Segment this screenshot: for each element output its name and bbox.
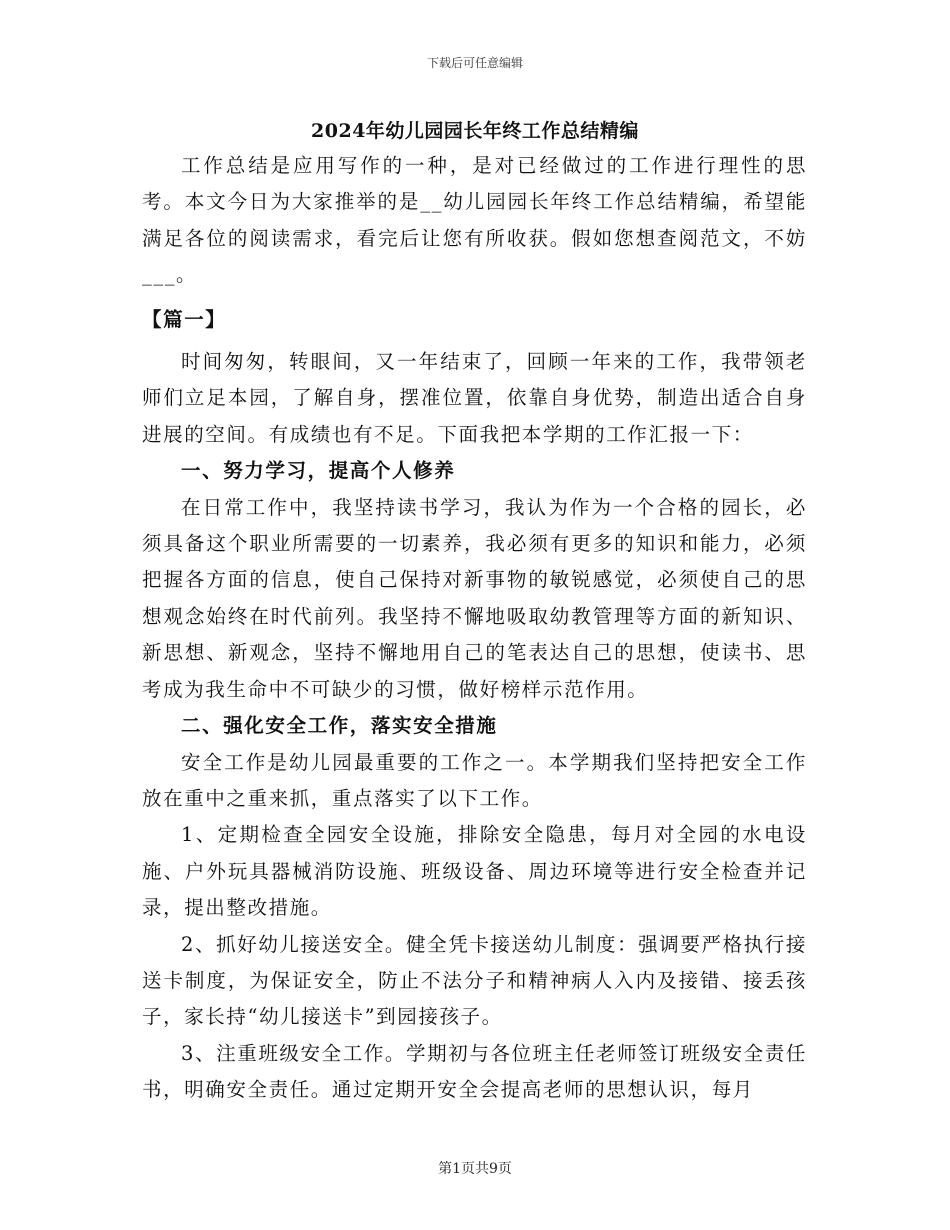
heading-1: 一、努力学习，提高个人修养 [181,459,456,483]
document-body [142,148,807,1109]
paragraph-3: 安全工作是幼儿园最重要的工作之一。本学期我们坚持把安全工作放在重中之重来抓，重点落实了以下工作。 [142,750,807,810]
heading-2: 二、强化安全工作，落实安全措施 [181,714,498,738]
paragraph-2: 在日常工作中，我坚持读书学习，我认为作为一个合格的园长，必须具备这个职业所需要的一切素养，我必须有更多的知识和能力，必须把握各方面的信息，使自己保持对新事物的敏锐感觉，必须使自己的思想观念始终在时代前列。我坚持不懈地吸取幼教管理等方面的新知识、新思想、新观念，坚持不懈地用自己的笔表达自己的思想，使读书、思考成为我生命中不可缺少的习惯，做好榜样示范作用。 [142,495,807,701]
page-header-note: 下载后可任意编辑 [426,56,523,70]
page-number: 第1页共9页 [438,1161,512,1177]
paragraph-5: 2、抓好幼儿接送安全。健全凭卡接送幼儿制度：强调要严格执行接送卡制度，为保证安全，防止不法分子和精神病人入内及接错、接丢孩子，家长持“幼儿接送卡”到园接孩子。 [142,932,807,1029]
paragraph-6: 3、注重班级安全工作。学期初与各位班主任老师签订班级安全责任书，明确安全责任。通过定期开安全会提高老师的思想认识，每月 [142,1041,807,1102]
document-title: 2024年幼儿园园长年终工作总结精编 [311,120,639,142]
intro-paragraph: 工作总结是应用写作的一种，是对已经做过的工作进行理性的思考。本文今日为大家推举的是__幼儿园园长年终工作总结精编，希望能满足各位的阅读需求，看完后让您有所收获。假如您想查阅范文，不妨___。 [142,154,807,287]
paragraph-1: 时间匆匆，转眼间，又一年结束了，回顾一年来的工作，我带领老师们立足本园，了解自身，摆准位置，依靠自身优势，制造出适合自身进展的空间。有成绩也有不足。下面我把本学期的工作汇报一下： [142,350,807,446]
section-title: 【篇一】 [142,307,227,331]
paragraph-4: 1、定期检查全园安全设施，排除安全隐患，每月对全园的水电设施、户外玩具器械消防设施、班级设备、周边环境等进行安全检查并记录，提出整改措施。 [142,823,807,920]
